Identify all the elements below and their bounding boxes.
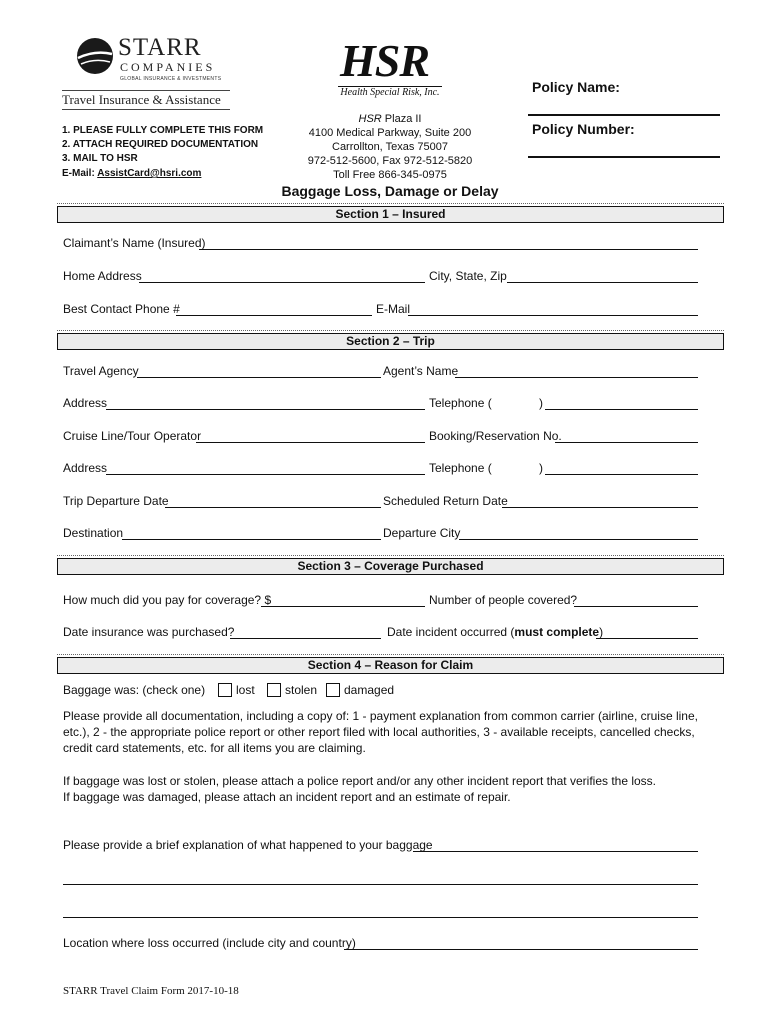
agents-name-label: Agent’s Name: [383, 364, 459, 378]
operator-telephone-label: Telephone (: [429, 461, 492, 475]
stolen-label: stolen: [285, 683, 318, 697]
lost-checkbox[interactable]: [218, 683, 232, 697]
claimant-name-label: Claimant’s Name (Insured): [63, 236, 206, 250]
phone-line: 972-512-5600, Fax 972-512-5820: [307, 155, 473, 167]
policy-number-label: Policy Number:: [532, 121, 635, 137]
booking-field[interactable]: [555, 442, 698, 443]
agency-telephone-close: ): [539, 396, 543, 410]
hsr-name: HSR: [340, 35, 430, 86]
agency-address-field[interactable]: [106, 409, 425, 410]
claimant-name-field[interactable]: [199, 249, 698, 250]
instruction-3: 3. MAIL TO HSR: [62, 153, 138, 164]
destination-field[interactable]: [122, 539, 381, 540]
return-date-field[interactable]: [502, 507, 698, 508]
form-footer: STARR Travel Claim Form 2017-10-18: [63, 985, 239, 997]
phone-label: Best Contact Phone #: [63, 302, 180, 316]
phone-field[interactable]: [176, 315, 372, 316]
explanation-field-3[interactable]: [63, 917, 698, 918]
starr-sub: COMPANIES: [120, 60, 216, 74]
hsr-address: [290, 112, 490, 182]
email-link[interactable]: AssistCard@hsri.com: [97, 168, 202, 179]
location-field[interactable]: [344, 949, 698, 950]
hsr-logo: [336, 35, 446, 102]
cruise-line-label: Cruise Line/Tour Operator: [63, 429, 202, 443]
agents-name-field[interactable]: [455, 377, 698, 378]
section1-header: Section 1 – Insured: [57, 206, 724, 223]
starr-globe-icon: [75, 36, 115, 76]
coverage-paid-field[interactable]: [261, 606, 425, 607]
instructions: [62, 124, 263, 181]
trip-departure-label: Trip Departure Date: [63, 494, 169, 508]
starr-banner: Travel Insurance & Assistance: [62, 90, 230, 110]
section2-header: Section 2 – Trip: [57, 333, 724, 350]
policy-name-field[interactable]: [528, 114, 720, 116]
section4-header: Section 4 – Reason for Claim: [57, 657, 724, 674]
cruise-line-field[interactable]: [196, 442, 425, 443]
policy-name-label: Policy Name:: [532, 79, 620, 95]
coverage-paid-label: How much did you pay for coverage? $: [63, 593, 272, 607]
location-label: Location where loss occurred (include city and country): [63, 936, 356, 950]
email-label: E-Mail: [376, 302, 411, 316]
starr-tagline: GLOBAL INSURANCE & INVESTMENTS: [120, 76, 222, 82]
incident-date-field[interactable]: [596, 638, 698, 639]
city-line: Carrollton, Texas 75007: [332, 141, 448, 153]
lost-label: lost: [236, 683, 255, 697]
stolen-checkbox[interactable]: [267, 683, 281, 697]
trip-departure-field[interactable]: [165, 507, 381, 508]
departure-city-label: Departure City: [383, 526, 461, 540]
email-field[interactable]: [408, 315, 698, 316]
purchase-date-label: Date insurance was purchased?: [63, 625, 235, 639]
city-state-zip-field[interactable]: [507, 282, 698, 283]
operator-address-field[interactable]: [106, 474, 425, 475]
incident-date-label: Date incident occurred (must complete): [387, 625, 604, 639]
operator-address-label: Address: [63, 461, 108, 475]
baggage-was-label: Baggage was: (check one): [63, 683, 206, 697]
starr-name: STARR: [118, 34, 202, 61]
explanation-field-2[interactable]: [63, 884, 698, 885]
hsr-sub: Health Special Risk, Inc.: [338, 86, 442, 98]
purchase-date-field[interactable]: [230, 638, 381, 639]
operator-telephone-close: ): [539, 461, 543, 475]
instruction-1: 1. PLEASE FULLY COMPLETE THIS FORM: [62, 125, 264, 136]
home-address-field[interactable]: [139, 282, 425, 283]
policy-number-field[interactable]: [528, 156, 720, 158]
report-instructions: If baggage was lost or stolen, please attach a police report and/or any other incident report that verifies the loss. If baggage was damaged, please attach an incident report and an estimate of repair.: [63, 774, 657, 804]
booking-label: Booking/Reservation No.: [429, 429, 562, 443]
damaged-label: damaged: [344, 683, 395, 697]
email-line: E-Mail: AssistCard@hsri.com: [62, 168, 202, 179]
people-covered-label: Number of people covered?: [429, 593, 578, 607]
tollfree-line: Toll Free 866-345-0975: [333, 169, 447, 181]
explanation-label: Please provide a brief explanation of what happened to your baggage: [63, 838, 433, 852]
return-date-label: Scheduled Return Date: [383, 494, 508, 508]
agency-telephone-field[interactable]: [545, 409, 698, 410]
explanation-field-1[interactable]: [413, 851, 698, 852]
plaza-line: HSR Plaza II: [358, 113, 422, 125]
instruction-2: 2. ATTACH REQUIRED DOCUMENTATION: [62, 139, 259, 150]
agency-telephone-label: Telephone (: [429, 396, 492, 410]
home-address-label: Home Address: [63, 269, 142, 283]
travel-agency-label: Travel Agency: [63, 364, 139, 378]
documentation-instructions: Please provide all documentation, including a copy of: 1 - payment explanation from common carrier (airline, cruise line, etc.), 2 - the appropriate police report or other report filed with local authorities, 3 - available receipts, cancelled checks, credit card statements, etc. for all items you are claiming.: [63, 709, 698, 755]
operator-telephone-field[interactable]: [545, 474, 698, 475]
agency-address-label: Address: [63, 396, 108, 410]
people-covered-field[interactable]: [574, 606, 698, 607]
starr-logo: [62, 34, 232, 108]
section3-header: Section 3 – Coverage Purchased: [57, 558, 724, 575]
form-title: Baggage Loss, Damage or Delay: [281, 183, 499, 199]
damaged-checkbox[interactable]: [326, 683, 340, 697]
street-line: 4100 Medical Parkway, Suite 200: [308, 127, 472, 139]
travel-agency-field[interactable]: [137, 377, 381, 378]
destination-label: Destination: [63, 526, 124, 540]
city-state-zip-label: City, State, Zip: [429, 269, 507, 283]
departure-city-field[interactable]: [459, 539, 698, 540]
